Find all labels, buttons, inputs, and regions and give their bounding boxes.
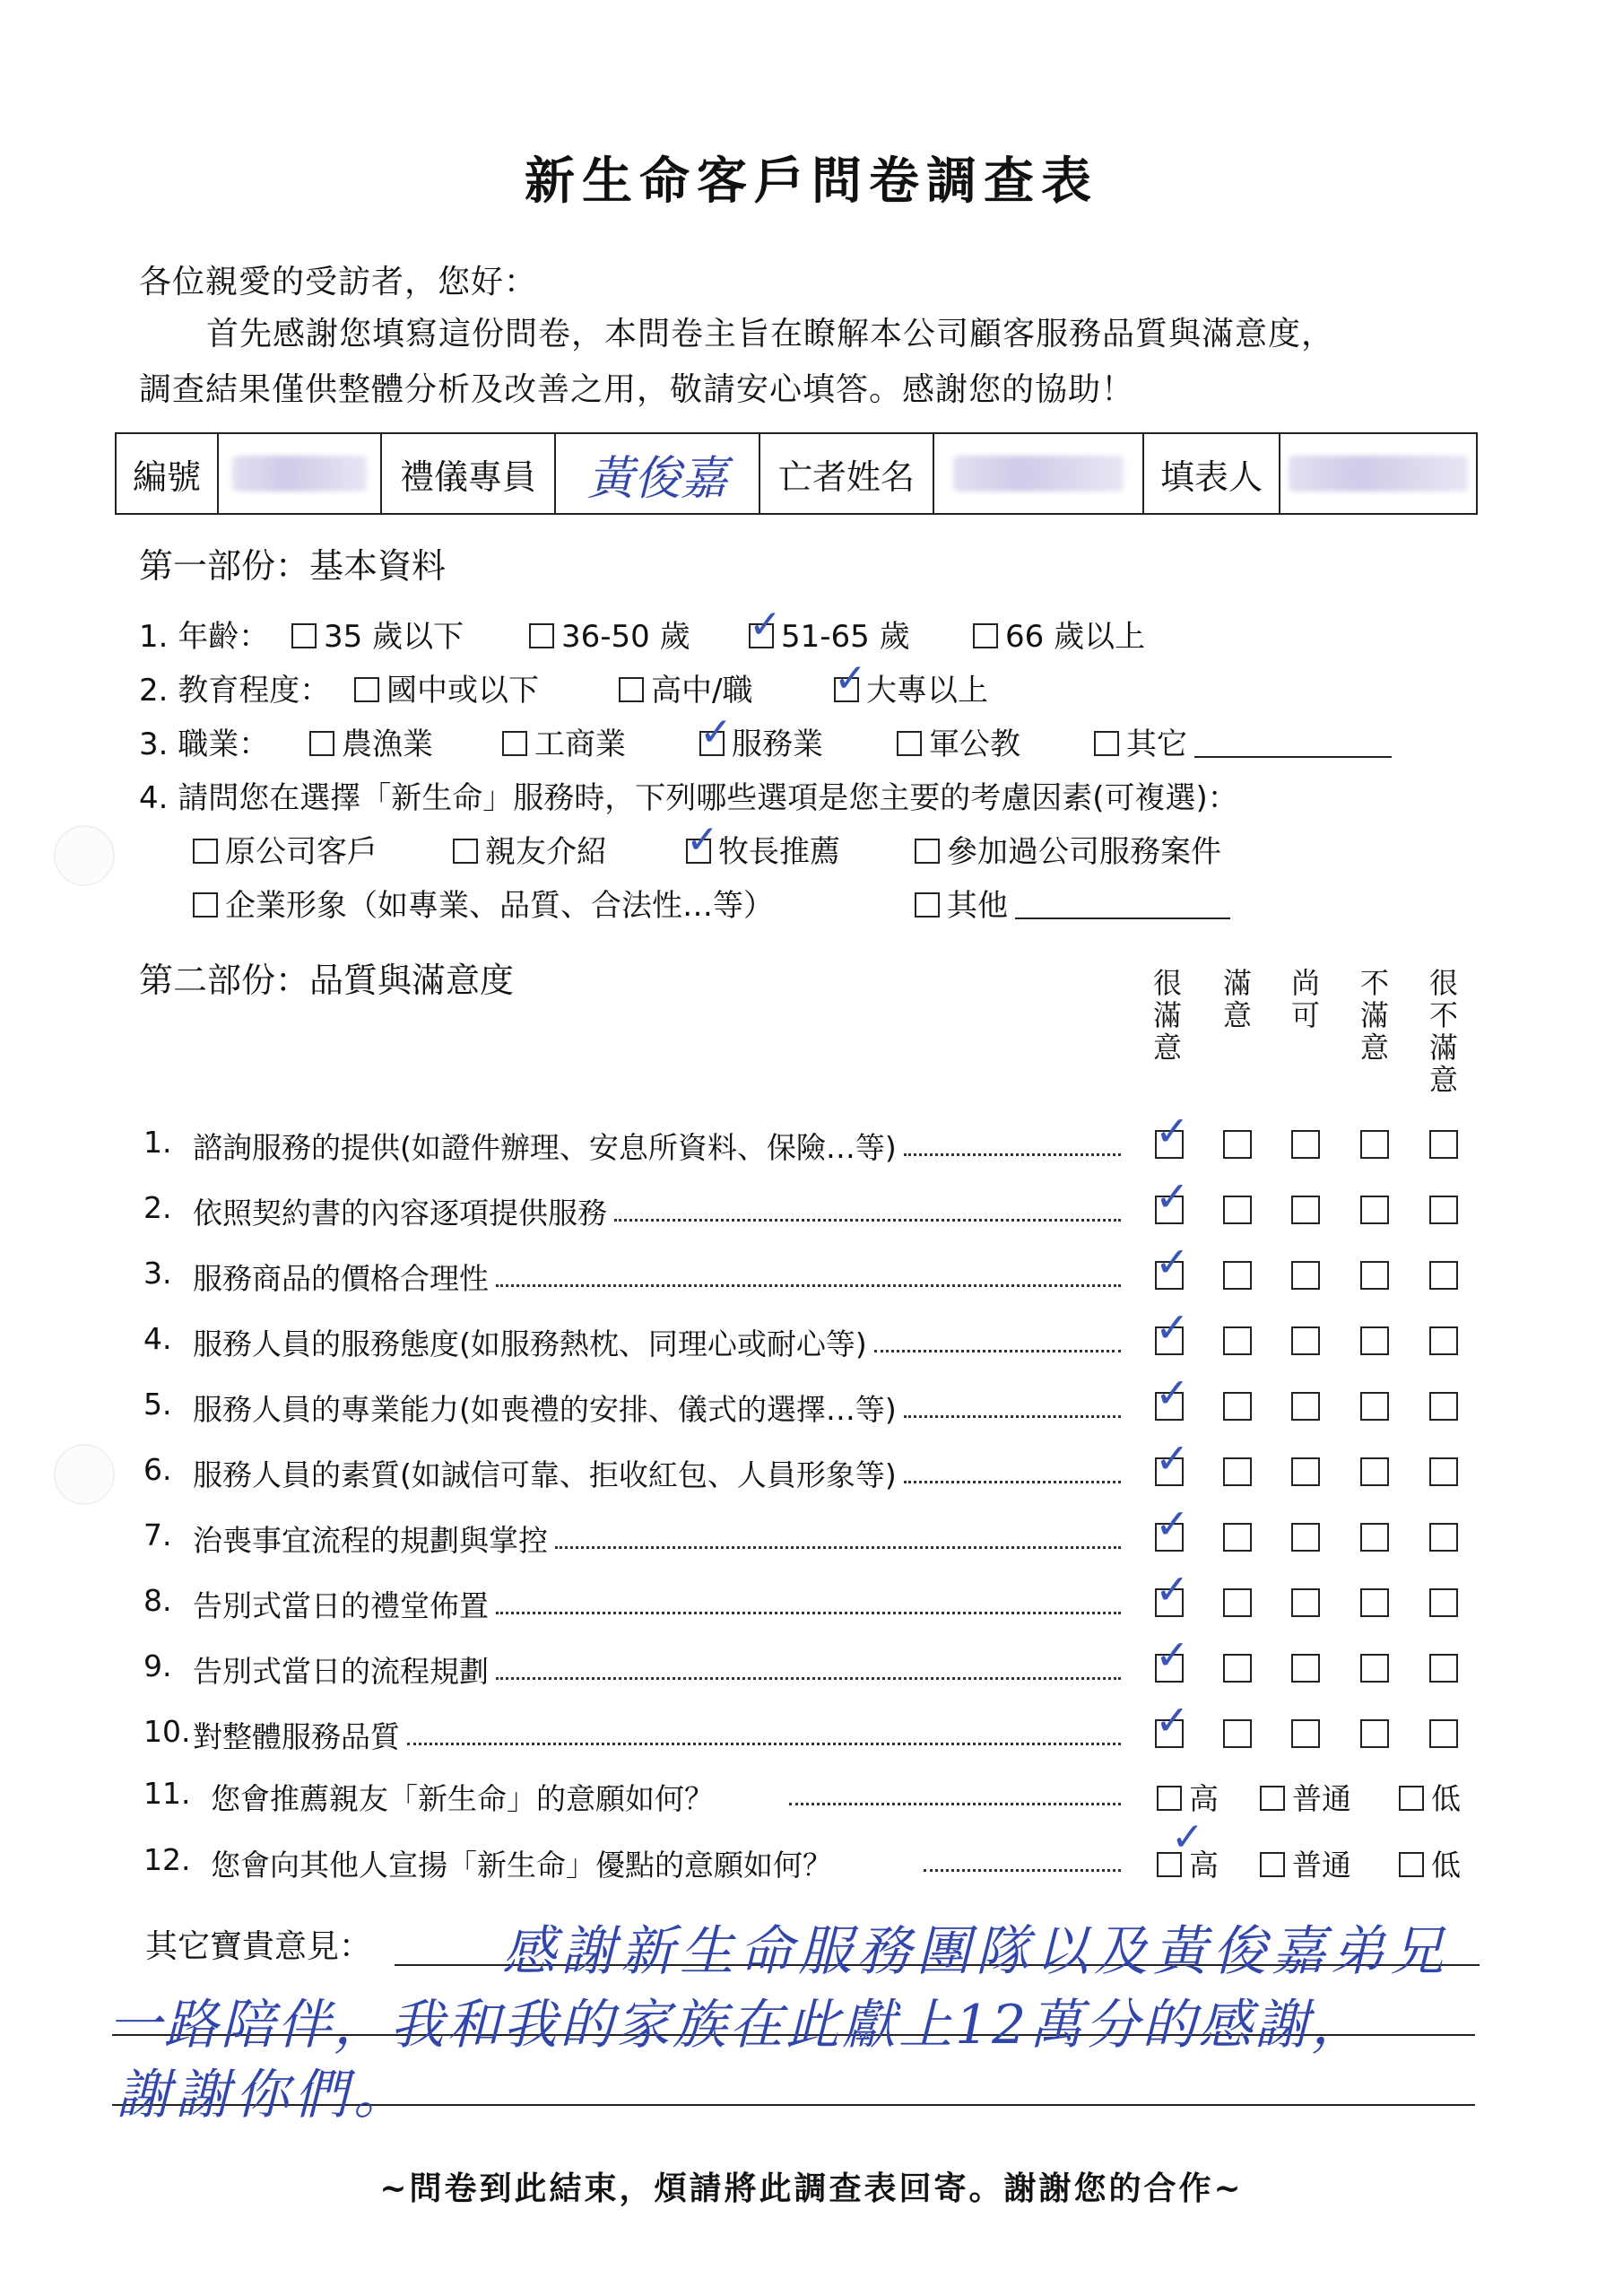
rating-item-text: 服務人員的素質(如誠信可靠、拒收紅包、人員形象等)	[193, 1457, 897, 1492]
rating-checkbox[interactable]	[1429, 1130, 1458, 1159]
rating-checkbox[interactable]	[1291, 1130, 1320, 1159]
checkbox[interactable]	[529, 623, 554, 648]
check-mark-icon: ✓	[1171, 1814, 1204, 1860]
rating-item-text: 告別式當日的流程規劃	[193, 1654, 489, 1689]
checkbox[interactable]	[1094, 731, 1119, 756]
rating-item-dots	[614, 1219, 1121, 1222]
q4-option-3[interactable]: 參加過公司服務案件	[915, 827, 1221, 871]
rating-checkbox[interactable]	[1360, 1326, 1389, 1355]
q4-label: 4. 請問您在選擇「新生命」服務時，下列哪些選項是您主要的考慮因素(可複選)：	[139, 780, 1238, 816]
rating-checkbox[interactable]	[1291, 1392, 1320, 1421]
rating-item-num: 9.	[143, 1648, 172, 1683]
rating-checkbox[interactable]	[1223, 1523, 1252, 1552]
rating-checkbox[interactable]	[1360, 1654, 1389, 1683]
rating-checkbox-checked[interactable]	[1155, 1434, 1190, 1486]
checkbox[interactable]	[453, 839, 478, 864]
rating-item-text: 服務人員的服務態度(如服務熱枕、同理心或耐心等)	[193, 1326, 867, 1361]
q2-option-2[interactable]: ✓ 大專以上	[834, 656, 988, 709]
respondent-value-redacted	[1280, 434, 1476, 513]
rating-checkbox[interactable]	[1360, 1130, 1389, 1159]
comment-line-1[interactable]: 感謝新生命服務團隊以及黃俊嘉弟兄	[502, 1920, 1449, 1983]
consultant-value[interactable]: 黃俊嘉	[556, 434, 760, 513]
rating-item-dots	[904, 1481, 1121, 1483]
q3-label: 3. 職業：	[139, 726, 270, 762]
q3-option-2[interactable]: ✓ 服務業	[699, 709, 823, 762]
rating-checkbox[interactable]	[1223, 1130, 1252, 1159]
checkbox[interactable]	[915, 839, 940, 864]
rating-checkbox-checked[interactable]	[1155, 1107, 1190, 1159]
col-unsatisfied: 不滿意	[1359, 966, 1389, 1065]
rating-checkbox[interactable]	[1223, 1588, 1252, 1617]
item12-text: 您會向其他人宣揚「新生命」優點的意願如何？	[211, 1848, 832, 1883]
comment-line-2[interactable]: 一路陪伴，我和我的家族在此獻上12萬分的感謝，	[108, 1994, 1368, 2057]
check-mark-icon: ✓	[1155, 1696, 1190, 1744]
comment-line-3[interactable]: 謝謝你們。	[117, 2064, 412, 2126]
comments-label: 其它寶貴意見：	[145, 1928, 372, 1965]
deceased-label: 亡者姓名	[760, 434, 934, 513]
rating-checkbox[interactable]	[1291, 1523, 1320, 1552]
rating-item-dots	[496, 1612, 1121, 1614]
rating-item-dots	[555, 1546, 1121, 1549]
checkbox[interactable]	[193, 839, 218, 864]
punch-hole-top	[54, 825, 115, 886]
q3-option-0[interactable]: 農漁業	[309, 719, 433, 763]
rating-item-num: 8.	[143, 1583, 172, 1618]
check-mark-icon: ✓	[834, 656, 867, 701]
rating-checkbox[interactable]	[1223, 1261, 1252, 1290]
rating-item-num: 7.	[143, 1518, 172, 1552]
rating-item-text: 服務商品的價格合理性	[193, 1261, 489, 1296]
rating-item-dots	[496, 1284, 1121, 1287]
col-very-unsatisfied: 很不滿意	[1428, 966, 1458, 1097]
rating-checkbox[interactable]	[1223, 1392, 1252, 1421]
header-table	[115, 432, 1478, 515]
rating-item-num: 10.	[143, 1714, 191, 1749]
q4-option-2[interactable]: ✓ 牧長推薦	[686, 817, 840, 870]
q2-label: 2. 教育程度：	[139, 673, 331, 709]
rating-checkbox[interactable]	[1223, 1196, 1252, 1224]
rating-checkbox-checked[interactable]	[1155, 1631, 1190, 1683]
checkbox-checked[interactable]	[699, 709, 733, 756]
rating-checkbox-checked[interactable]	[1155, 1565, 1190, 1617]
intro-greeting: 各位親愛的受訪者，您好：	[139, 264, 538, 300]
rating-checkbox[interactable]	[1223, 1326, 1252, 1355]
item12-option-0[interactable]: ✓ 高	[1157, 1842, 1219, 1884]
rating-checkbox[interactable]	[1223, 1719, 1252, 1748]
col-fair: 尚可	[1290, 966, 1320, 1032]
rating-checkbox[interactable]	[1429, 1261, 1458, 1290]
item11-text: 您會推薦親友「新生命」的意願如何？	[211, 1781, 714, 1816]
rating-item-num: 5.	[143, 1387, 172, 1422]
rating-checkbox-checked[interactable]	[1155, 1303, 1190, 1355]
col-satisfied: 滿意	[1222, 966, 1252, 1032]
item11-option-2[interactable]: 低	[1399, 1776, 1461, 1818]
rating-item-text: 治喪事宜流程的規劃與掌控	[193, 1523, 548, 1558]
consultant-label: 禮儀專員	[382, 434, 556, 513]
checkbox[interactable]	[502, 731, 527, 756]
q4-option-5[interactable]: 其他	[915, 881, 1230, 925]
other-occupation-line[interactable]	[1194, 731, 1392, 758]
rating-item-text: 服務人員的專業能力(如喪禮的安排、儀式的選擇…等)	[193, 1392, 897, 1427]
rating-checkbox-checked[interactable]	[1155, 1500, 1190, 1552]
rating-item-num: 2.	[143, 1190, 172, 1225]
check-mark-icon: ✓	[1155, 1303, 1190, 1352]
checkbox[interactable]	[1399, 1852, 1424, 1877]
check-mark-icon: ✓	[1155, 1172, 1190, 1221]
q1-option-2[interactable]: ✓ 51-65 歲	[749, 602, 910, 655]
check-mark-icon: ✓	[1155, 1434, 1190, 1483]
checkbox-checked[interactable]	[834, 656, 867, 702]
q3-option-1[interactable]: 工商業	[502, 719, 626, 763]
rating-checkbox[interactable]	[1223, 1654, 1252, 1683]
q4-option-4[interactable]: 企業形象（如專業、品質、合法性…等）	[193, 881, 774, 925]
rating-item-dots	[874, 1350, 1121, 1352]
rating-item-dots	[496, 1677, 1121, 1680]
item11-num: 11.	[143, 1776, 191, 1811]
other-factor-line[interactable]	[1015, 892, 1230, 919]
rating-checkbox[interactable]	[1360, 1196, 1389, 1224]
checkbox-checked[interactable]	[749, 602, 782, 648]
rating-checkbox[interactable]	[1291, 1588, 1320, 1617]
q4-option-0[interactable]: 原公司客戶	[193, 827, 378, 871]
form-title: 新生命客戶問卷調查表	[525, 152, 1098, 211]
q3-option-3[interactable]: 軍公教	[897, 719, 1020, 763]
rating-checkbox[interactable]	[1291, 1457, 1320, 1486]
item12-dots	[924, 1869, 1121, 1872]
checkbox[interactable]	[1399, 1786, 1424, 1811]
rating-item-text: 諮詢服務的提供(如證件辦理、安息所資料、保險…等)	[193, 1130, 897, 1165]
check-mark-icon: ✓	[1155, 1238, 1190, 1286]
checkbox[interactable]	[1260, 1786, 1285, 1811]
rating-checkbox[interactable]	[1291, 1196, 1320, 1224]
checkbox[interactable]	[193, 892, 218, 918]
checkbox[interactable]	[619, 677, 644, 702]
item11-dots	[789, 1803, 1121, 1805]
q2-option-0[interactable]: 國中或以下	[354, 665, 539, 709]
check-mark-icon: ✓	[686, 817, 719, 863]
rating-item-num: 6.	[143, 1452, 172, 1487]
rating-item-text: 對整體服務品質	[193, 1719, 400, 1754]
rating-checkbox[interactable]	[1429, 1719, 1458, 1748]
q1-option-1[interactable]: 36-50 歲	[529, 612, 690, 656]
rating-item-dots	[904, 1153, 1121, 1156]
rating-checkbox-checked[interactable]	[1155, 1238, 1190, 1290]
checkbox-checked[interactable]	[1157, 1786, 1182, 1811]
col-very-satisfied: 很滿意	[1152, 966, 1182, 1065]
rating-checkbox[interactable]	[1360, 1523, 1389, 1552]
item11-option-0[interactable]: 高	[1157, 1776, 1219, 1818]
deceased-value-redacted	[934, 434, 1144, 513]
check-mark-icon: ✓	[1155, 1500, 1190, 1548]
respondent-label: 填表人	[1144, 434, 1280, 513]
rating-checkbox[interactable]	[1360, 1261, 1389, 1290]
rating-item-text: 依照契約書的內容逐項提供服務	[193, 1196, 607, 1231]
check-mark-icon: ✓	[1155, 1631, 1190, 1679]
rating-checkbox[interactable]	[1291, 1261, 1320, 1290]
checkbox[interactable]	[291, 623, 317, 648]
rating-item-num: 4.	[143, 1321, 172, 1356]
part1-title: 第一部份：基本資料	[139, 546, 447, 586]
check-mark-icon: ✓	[1155, 1369, 1190, 1417]
rating-checkbox[interactable]	[1429, 1196, 1458, 1224]
rating-checkbox-checked[interactable]	[1155, 1369, 1190, 1421]
item12-option-2[interactable]: 低	[1399, 1842, 1461, 1884]
intro-line-1: 首先感謝您填寫這份問卷，本問卷主旨在瞭解本公司顧客服務品質與滿意度，	[206, 316, 1335, 352]
rating-checkbox[interactable]	[1429, 1326, 1458, 1355]
rating-checkbox[interactable]	[1429, 1457, 1458, 1486]
rating-checkbox-checked[interactable]	[1155, 1696, 1190, 1748]
checkbox[interactable]	[897, 731, 922, 756]
rating-checkbox[interactable]	[1291, 1719, 1320, 1748]
item12-num: 12.	[143, 1842, 191, 1877]
checkbox[interactable]	[309, 731, 334, 756]
rating-item-dots	[407, 1743, 1121, 1745]
check-mark-icon: ✓	[1155, 1107, 1190, 1155]
q1-option-3[interactable]: 66 歲以上	[973, 612, 1145, 656]
checkbox[interactable]	[973, 623, 998, 648]
q1-label: 1. 年齡：	[139, 619, 270, 655]
id-value-redacted	[219, 434, 382, 513]
checkbox[interactable]	[354, 677, 379, 702]
part2-title: 第二部份：品質與滿意度	[139, 961, 515, 1000]
q2-option-1[interactable]: 高中/職	[619, 665, 752, 709]
rating-checkbox[interactable]	[1223, 1457, 1252, 1486]
check-mark-icon: ✓	[749, 602, 782, 648]
rating-checkbox[interactable]	[1360, 1457, 1389, 1486]
rating-checkbox[interactable]	[1429, 1392, 1458, 1421]
punch-hole-bottom	[54, 1444, 115, 1505]
footer-note: ~問卷到此結束，煩請將此調查表回寄。謝謝您的合作~	[379, 2170, 1244, 2207]
item11-option-1[interactable]: 普通	[1260, 1776, 1351, 1818]
rating-checkbox[interactable]	[1360, 1588, 1389, 1617]
q3-option-4[interactable]: 其它	[1094, 719, 1392, 763]
rating-checkbox[interactable]	[1429, 1654, 1458, 1683]
check-mark-icon: ✓	[699, 709, 733, 755]
rating-checkbox[interactable]	[1429, 1523, 1458, 1552]
q4-option-1[interactable]: 親友介紹	[453, 827, 607, 871]
checkbox[interactable]	[915, 892, 940, 918]
checkbox-checked[interactable]	[686, 817, 719, 864]
rating-checkbox[interactable]	[1360, 1392, 1389, 1421]
intro-line-2: 調查結果僅供整體分析及改善之用，敬請安心填答。感謝您的協助！	[139, 371, 1135, 408]
rating-item-text: 告別式當日的禮堂佈置	[193, 1588, 489, 1623]
rating-item-dots	[904, 1415, 1121, 1418]
rating-item-num: 1.	[143, 1125, 172, 1160]
rating-checkbox[interactable]	[1429, 1588, 1458, 1617]
item12-option-1[interactable]: 普通	[1260, 1842, 1351, 1884]
rating-checkbox[interactable]	[1291, 1326, 1320, 1355]
check-mark-icon: ✓	[1155, 1565, 1190, 1613]
q1-option-0[interactable]: 35 歲以下	[291, 612, 464, 656]
rating-item-num: 3.	[143, 1256, 172, 1291]
rating-checkbox[interactable]	[1291, 1654, 1320, 1683]
rating-checkbox[interactable]	[1360, 1719, 1389, 1748]
checkbox-checked[interactable]	[1157, 1814, 1204, 1877]
rating-checkbox-checked[interactable]	[1155, 1172, 1190, 1224]
id-label: 編號	[117, 434, 219, 513]
checkbox[interactable]	[1260, 1852, 1285, 1877]
